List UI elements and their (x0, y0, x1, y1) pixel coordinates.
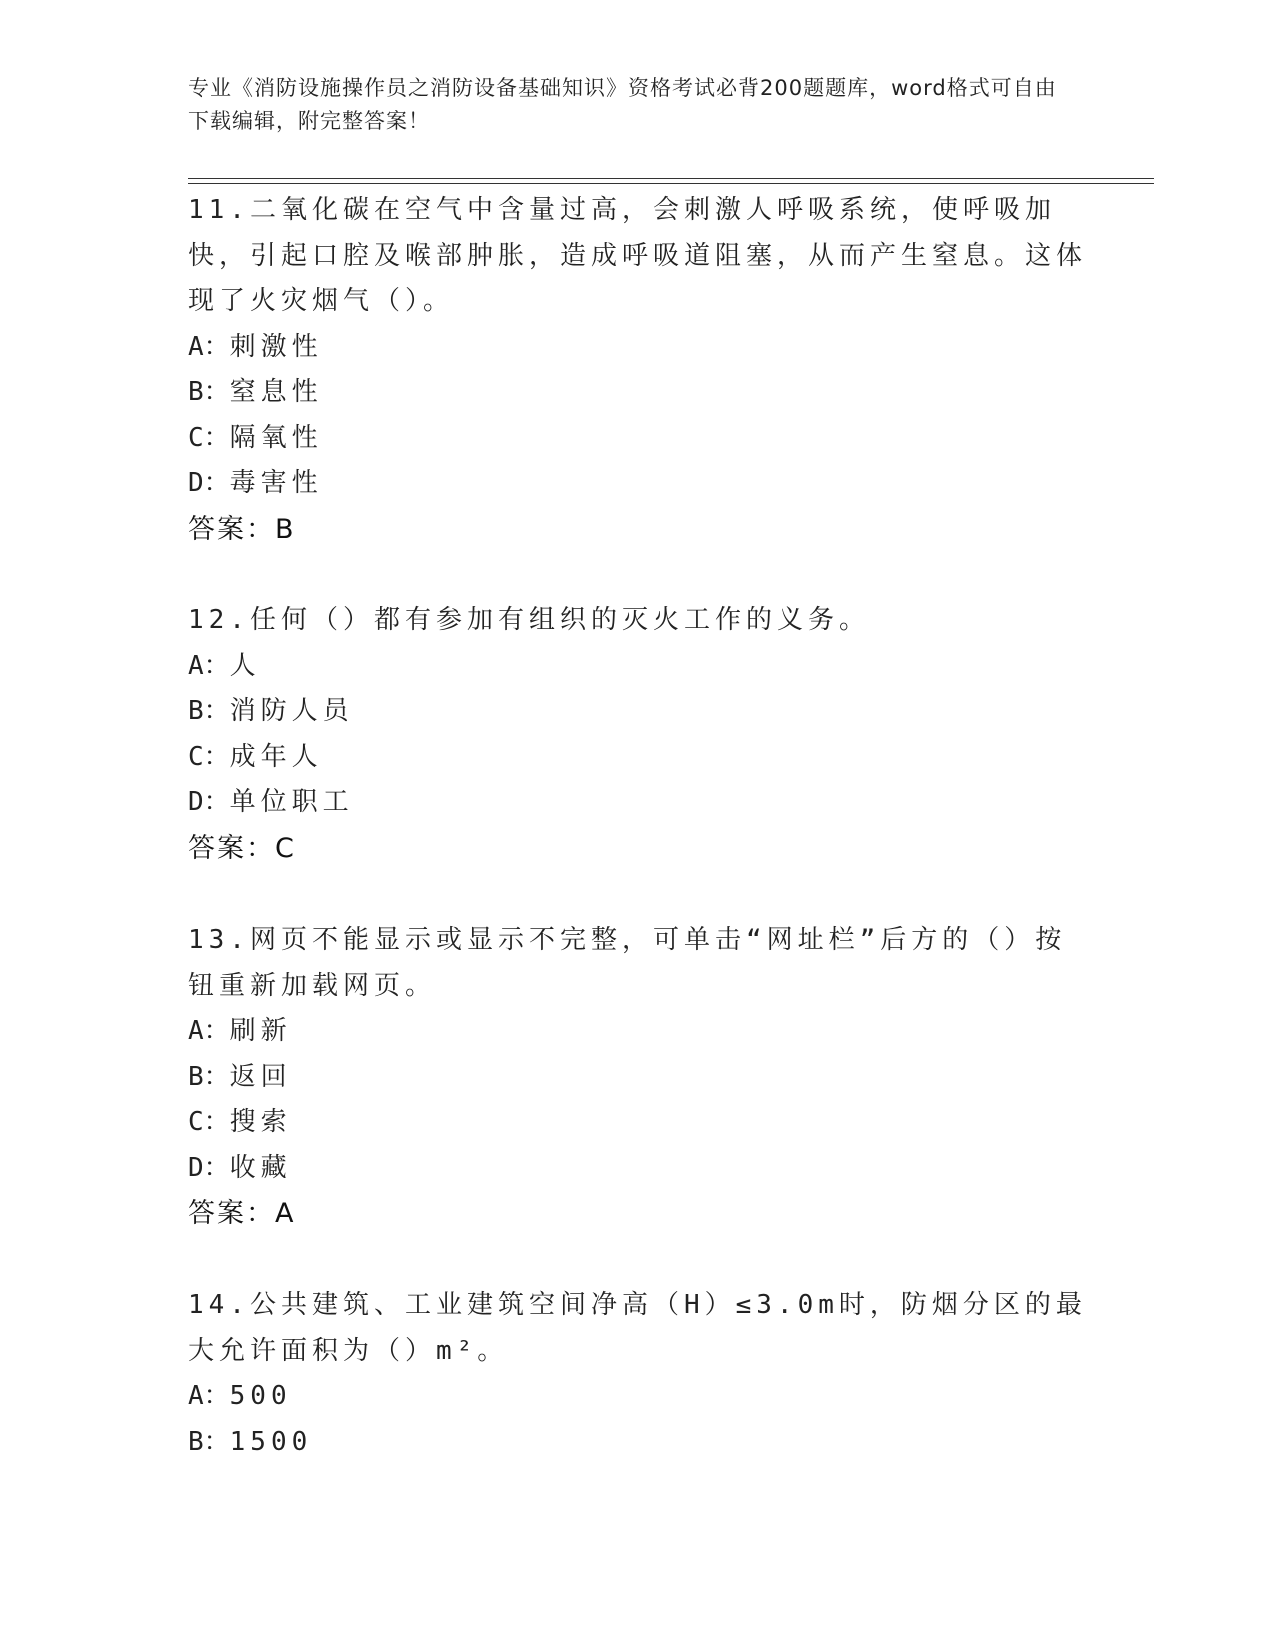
option-text: 刺激性 (229, 331, 323, 362)
question-stem: 14.公共建筑、工业建筑空间净高（H）≤3.0m时，防烟分区的最大允许面积为（）m²。 (188, 1290, 1087, 1366)
option-b (188, 689, 1088, 735)
option-letter: C： (188, 1107, 230, 1137)
option-letter: A： (188, 1381, 230, 1411)
option-letter: D： (188, 1152, 230, 1183)
question-13 (188, 918, 1088, 1237)
option-text: 搜索 (229, 1107, 292, 1137)
option-d (188, 780, 1088, 826)
question-14 (188, 1283, 1088, 1465)
question-stem: 11.二氧化碳在空气中含量过高，会刺激人呼吸系统，使呼吸加快，引起口腔及喉部肿胀，造成呼吸道阻塞，从而产生窒息。这体现了火灾烟气（）。 (188, 195, 1088, 316)
option-text: 人 (229, 650, 261, 681)
option-text: 消防人员 (229, 696, 354, 726)
question-11 (188, 188, 1088, 552)
option-d (188, 461, 1088, 507)
answer: 答案：B (188, 513, 296, 545)
title-divider-top (188, 178, 1154, 179)
option-text: 单位职工 (229, 787, 354, 817)
option-b (188, 1420, 1088, 1466)
option-text: 1500 (229, 1426, 313, 1457)
option-letter: B： (188, 1061, 230, 1092)
option-letter: B： (188, 1426, 230, 1457)
option-letter: A： (188, 331, 230, 362)
option-c (188, 735, 1088, 781)
document-title: 专业《消防设施操作员之消防设备基础知识》资格考试必背200题题库，word格式可自由下载编辑，附完整答案！ (188, 76, 1057, 133)
option-text: 刷新 (229, 1016, 292, 1046)
option-b (188, 370, 1088, 416)
title-divider-bottom (188, 183, 1154, 184)
question-12 (188, 598, 1088, 871)
option-text: 收藏 (229, 1152, 292, 1183)
question-stem: 12.任何（）都有参加有组织的灭火工作的义务。 (188, 605, 870, 635)
question-stem: 13.网页不能显示或显示不完整，可单击“网址栏”后方的（）按钮重新加载网页。 (188, 925, 1067, 1001)
option-text: 隔氧性 (229, 422, 323, 453)
option-text: 毒害性 (229, 468, 323, 498)
option-text: 500 (229, 1381, 292, 1411)
option-text: 窒息性 (229, 377, 323, 407)
option-letter: D： (188, 468, 230, 498)
option-letter: B： (188, 696, 230, 726)
option-letter: A： (188, 650, 230, 681)
option-letter: C： (188, 422, 230, 453)
answer: 答案：C (188, 832, 296, 864)
option-b (188, 1055, 1088, 1101)
option-a (188, 1374, 1088, 1420)
option-c (188, 416, 1088, 462)
option-a (188, 325, 1088, 371)
option-letter: D： (188, 787, 230, 817)
option-c (188, 1100, 1088, 1146)
option-a (188, 644, 1088, 690)
option-letter: A： (188, 1016, 230, 1046)
option-a (188, 1009, 1088, 1055)
option-letter: B： (188, 377, 230, 407)
option-text: 返回 (229, 1061, 292, 1092)
option-d (188, 1146, 1088, 1192)
option-text: 成年人 (229, 741, 323, 772)
answer: 答案：A (188, 1198, 296, 1229)
option-letter: C： (188, 741, 230, 772)
